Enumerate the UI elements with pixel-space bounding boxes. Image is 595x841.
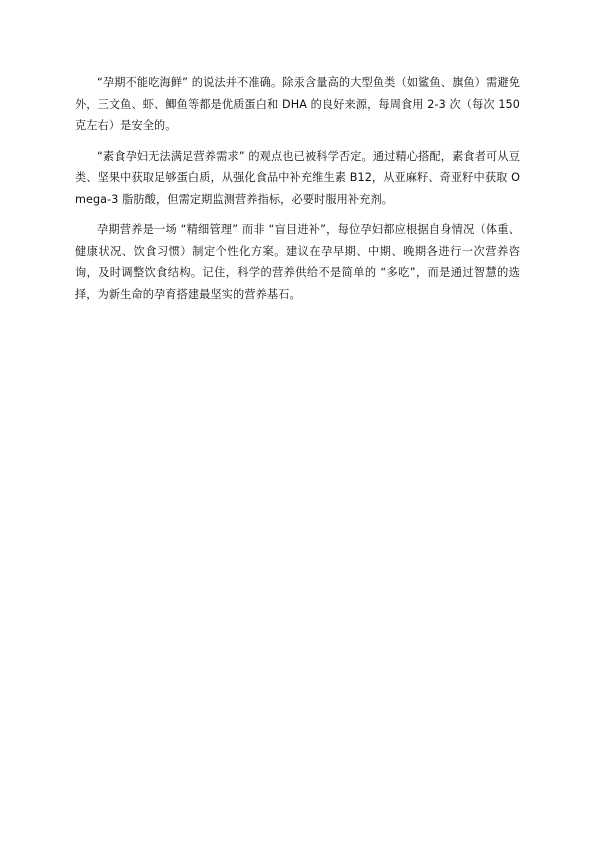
paragraph-nutrition-management: 孕期营养是一场 “精细管理” 而非 “盲目进补”，每位孕妇都应根据自身情况（体重、健康状况、饮食习惯）制定个性化方案。建议在孕早期、中期、晚期各进行一次营养咨询，及时调整饮食结构。记住，科学的营养供给不是简单的 “多吃”，而是通过智慧的选择，为新生命的孕育搭建最坚实的营养基石。 <box>75 223 520 301</box>
paragraph-vegetarian: “素食孕妇无法满足营养需求” 的观点也已被科学否定。通过精心搭配，素食者可从豆类、坚果中获取足够蛋白质，从强化食品中补充维生素 B12，从亚麻籽、奇亚籽中获取 Omega-3 脂肪酸，但需定期监测营养指标，必要时服用补充剂。 <box>75 149 520 206</box>
paragraph-seafood: “孕期不能吃海鲜” 的说法并不准确。除汞含量高的大型鱼类（如鲨鱼、旗鱼）需避免外，三文鱼、虾、鲫鱼等都是优质蛋白和 DHA 的良好来源，每周食用 2-3 次（每次 150 克左右）是安全的。 <box>75 76 520 132</box>
document-body <box>75 72 520 314</box>
